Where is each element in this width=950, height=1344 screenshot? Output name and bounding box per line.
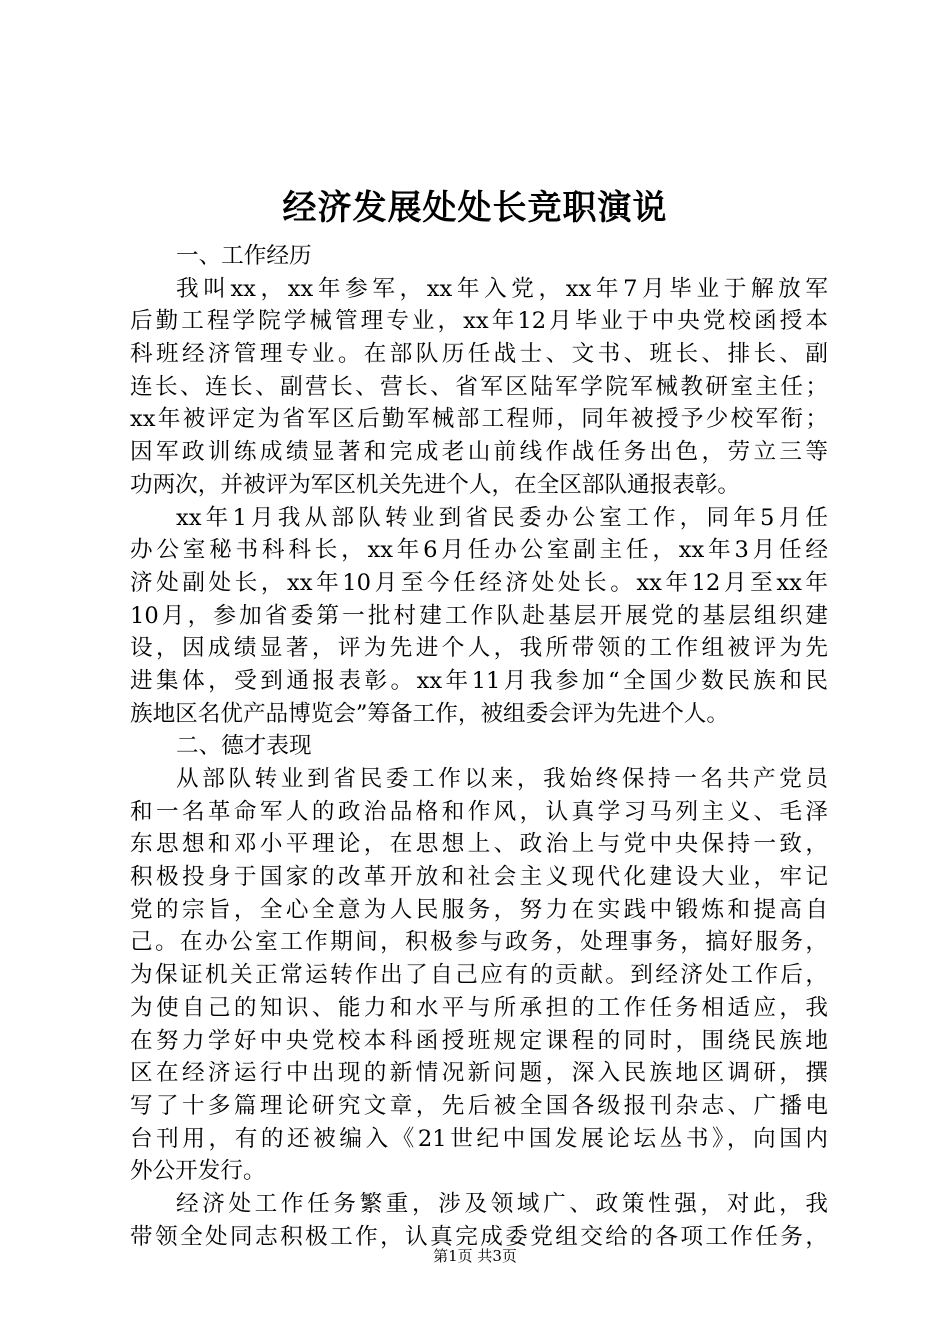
document-title: 经济发展处处长竞职演说: [282, 188, 668, 228]
text-line: 外公开发行。: [130, 1158, 266, 1185]
text-line: xx年1月我从部队转业到省民委办公室工作，同年5月任: [176, 504, 828, 531]
text-line: 二、德才表现: [176, 733, 312, 760]
text-line: 区在经济运行中出现的新情况新问题，深入民族地区调研，撰: [130, 1060, 828, 1087]
text-line: 写了十多篇理论研究文章，先后被全国各级报刊杂志、广播电: [130, 1092, 828, 1119]
text-line: 科班经济管理专业。在部队历任战士、文书、班长、排长、副: [130, 341, 828, 368]
text-line: 带领全处同志积极工作，认真完成委党组交给的各项工作任务，: [130, 1223, 828, 1250]
text-line: 我叫xx，xx年参军，xx年入党，xx年7月毕业于解放军: [176, 275, 828, 302]
text-line: 台刊用，有的还被编入《21世纪中国发展论坛丛书》，向国内: [130, 1125, 828, 1152]
text-line: 10月，参加省委第一批村建工作队赴基层开展党的基层组织建: [130, 602, 828, 629]
text-line: 经济处工作任务繁重，涉及领域广、政策性强，对此，我: [176, 1190, 828, 1217]
document-body: [130, 240, 828, 1253]
text-line: 后勤工程学院学械管理专业，xx年12月毕业于中央党校函授本: [130, 308, 828, 335]
text-line: 一、工作经历: [176, 243, 312, 269]
text-line: 积极投身于国家的改革开放和社会主义现代化建设大业，牢记: [130, 864, 828, 891]
text-line: 功两次，并被评为军区机关先进个人，在全区部队通报表彰。: [130, 471, 741, 498]
text-line: 东思想和邓小平理论，在思想上、政治上与党中央保持一致，: [130, 831, 828, 858]
text-line: 为使自己的知识、能力和水平与所承担的工作任务相适应，我: [130, 994, 828, 1021]
text-line: 己。在办公室工作期间，积极参与政务，处理事务，搞好服务，: [130, 929, 828, 956]
text-line: xx年被评定为省军区后勤军械部工程师，同年被授予少校军衔；: [130, 406, 828, 433]
page-footer: 第1页 共3页: [433, 1247, 517, 1265]
text-line: 因军政训练成绩显著和完成老山前线作战任务出色，劳立三等: [130, 439, 828, 466]
text-line: 在努力学好中央党校本科函授班规定课程的同时，围绕民族地: [130, 1027, 828, 1054]
text-line: 族地区名优产品博览会”筹备工作，被组委会评为先进个人。: [130, 700, 729, 727]
text-line: 和一名革命军人的政治品格和作风，认真学习马列主义、毛泽: [130, 798, 828, 825]
text-line: 从部队转业到省民委工作以来，我始终保持一名共产党员: [176, 766, 828, 792]
text-line: 办公室秘书科科长，xx年6月任办公室副主任，xx年3月任经: [130, 537, 828, 564]
text-line: 设，因成绩显著，评为先进个人，我所带领的工作组被评为先: [130, 635, 828, 662]
text-line: 党的宗旨，全心全意为人民服务，努力在实践中锻炼和提高自: [130, 896, 828, 923]
text-line: 为保证机关正常运转作出了自己应有的贡献。到经济处工作后，: [130, 962, 828, 989]
text-line: 济处副处长，xx年10月至今任经济处处长。xx年12月至xx年: [130, 569, 828, 596]
text-line: 进集体，受到通报表彰。xx年11月我参加“全国少数民族和民: [130, 667, 828, 694]
text-line: 连长、连长、副营长、营长、省军区陆军学院军械教研室主任；: [130, 373, 828, 400]
